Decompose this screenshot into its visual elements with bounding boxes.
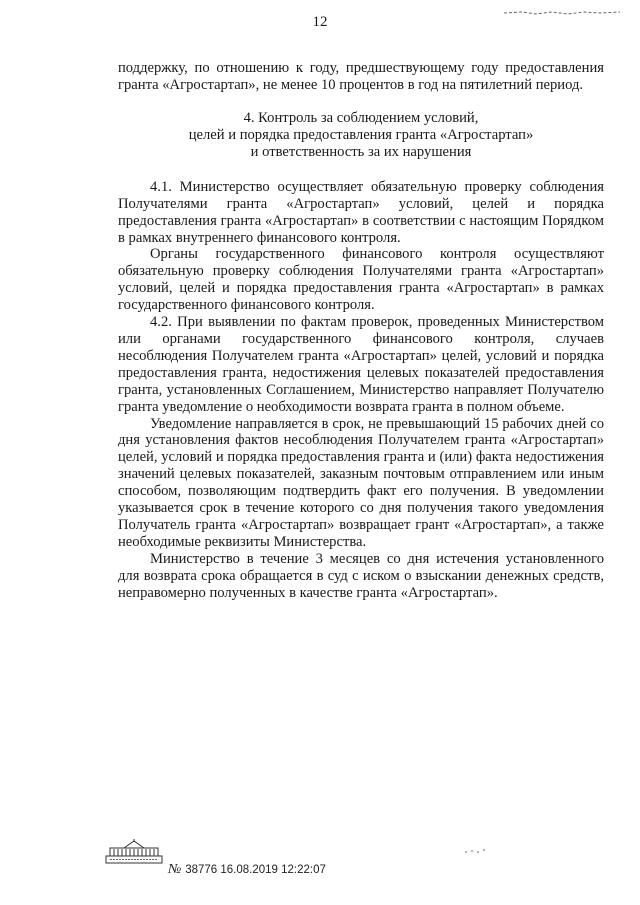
paragraph-notification: Уведомление направляется в срок, не превышающий 15 рабочих дней со дня установления фактов несоблюдения Получателем гранта «Агростартап» целей, условий и порядка предоставления гранта и (или) факта недостижения значений целевых показателей, заказным почтовым отправлением или иным способом, позволяющим подтвердить факт его получения. В уведомлении указывается срок в течение которого со дня получения такого уведомления Получатель гранта «Агростартап» возвращает грант «Агростартап», а также необходимые реквизиты Министерства. bbox=[118, 415, 604, 550]
registration-stamp bbox=[168, 862, 326, 878]
document-body bbox=[118, 60, 604, 601]
paragraph-4-1: 4.1. Министерство осуществляет обязательную проверку соблюдения Получателями гранта «Агростартап» условий, целей и порядка предоставления гранта «Агростартап» в соответствии с настоящим Порядком в рамках внутреннего финансового контроля. bbox=[118, 178, 604, 246]
scan-dots-icon bbox=[462, 846, 502, 856]
section-heading bbox=[118, 110, 604, 161]
number-sign: № bbox=[168, 862, 182, 877]
section-heading-line-2: целей и порядка предоставления гранта «Агростартап» bbox=[188, 126, 534, 143]
paragraph-intro: поддержку, по отношению к году, предшествующему году предоставления гранта «Агростартап», не менее 10 процентов в год на пятилетний период. bbox=[118, 60, 604, 93]
section-heading-line-3: и ответственность за их нарушения bbox=[250, 143, 472, 160]
paragraph-4-2: 4.2. При выявлении по фактам проверок, проведенных Министерством или органами государственного финансового контроля, случаев несоблюдения Получателем гранта «Агростартап» целей, условий и порядка предоставления гранта, недостижения целевых показателей предоставления гранта, установленных Соглашением, Министерство направляет Получателю гранта уведомление о необходимости возврата гранта в полном объеме. bbox=[118, 314, 604, 415]
registration-number-date: 38776 16.08.2019 12:22:07 bbox=[185, 864, 326, 876]
section-heading-line-1: 4. Контроль за соблюдением условий, bbox=[243, 109, 479, 126]
ministry-building-stamp-icon bbox=[104, 838, 164, 866]
paragraph-court: Министерство в течение 3 месяцев со дня истечения установленного для возврата срока обращается в суд с иском о взыскании денежных средств, неправомерно полученных в качестве гранта «Агростартап». bbox=[118, 550, 604, 601]
scan-artifact-icon bbox=[502, 10, 622, 16]
page-number: 12 bbox=[312, 14, 328, 30]
paragraph-control-organs: Органы государственного финансового контроля осуществляют обязательную проверку соблюдения Получателями гранта «Агростартап» условий, целей и порядка предоставления гранта «Агростартап» в рамках государственного финансового контроля. bbox=[118, 246, 604, 314]
